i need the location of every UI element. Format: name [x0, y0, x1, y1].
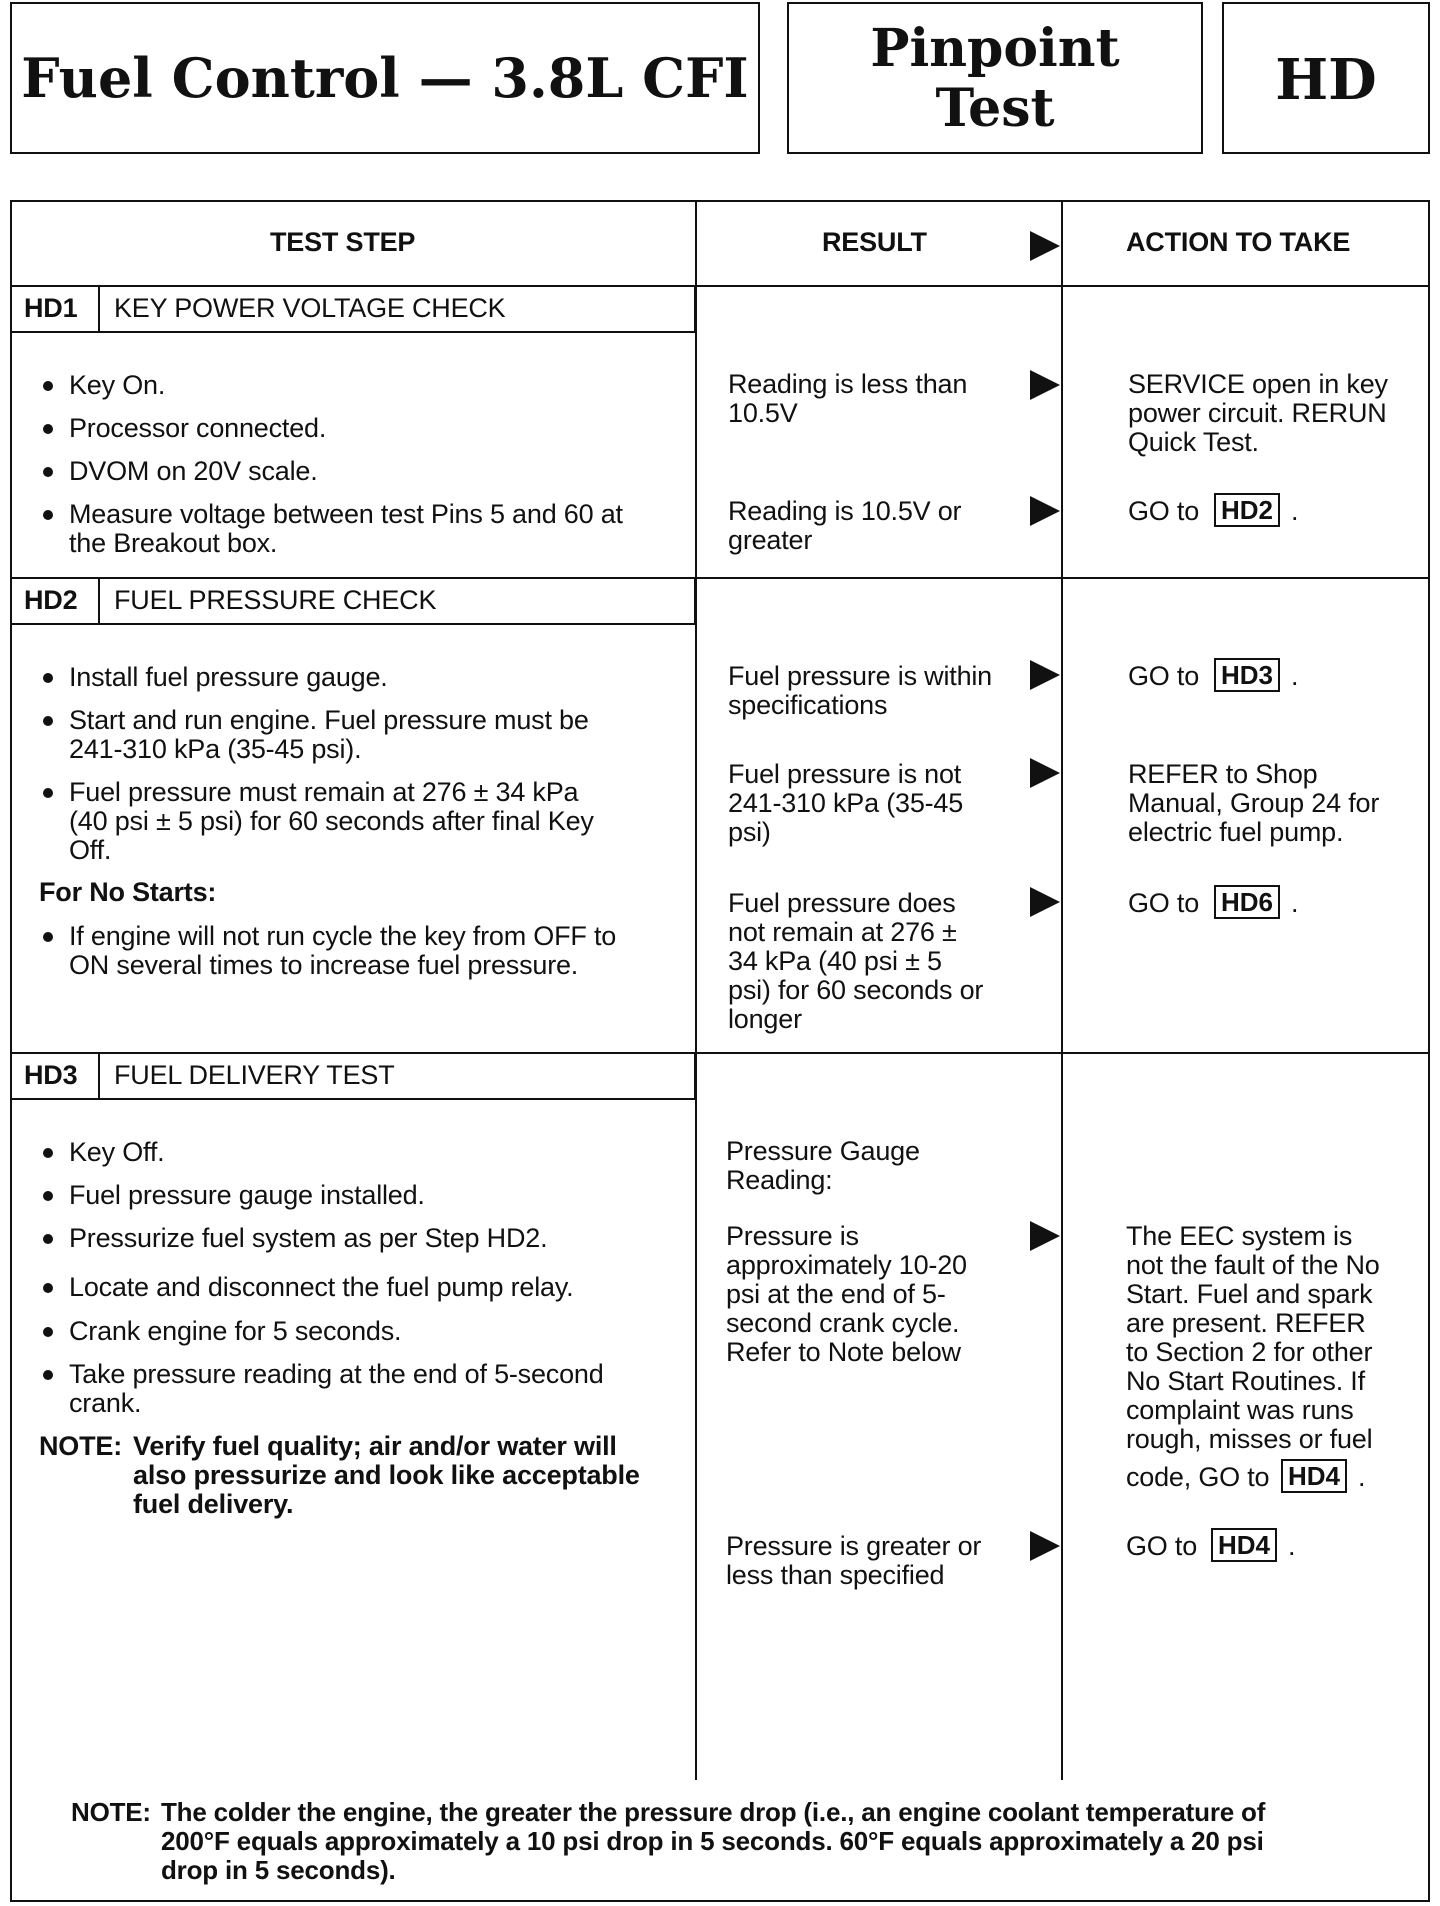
column-header-result: RESULT [822, 227, 927, 257]
hd3-action-2-period: . [1288, 1531, 1296, 1561]
hd3-action-1-l7: complaint was runs [1126, 1395, 1354, 1425]
hd3-bullet-pressurize: Pressurize fuel system as per Step HD2. [69, 1223, 548, 1253]
hd3-result-2-cont: less than specified [726, 1560, 945, 1590]
hd1-bullet-dvom: DVOM on 20V scale. [69, 456, 318, 486]
arrow-icon [1030, 1531, 1060, 1561]
step-title-hd1: KEY POWER VOLTAGE CHECK [114, 293, 506, 323]
pinpoint-label: Pinpoint [870, 18, 1120, 79]
hd3-action-1-l8: rough, misses or fuel [1126, 1424, 1373, 1454]
hd2-result-2-l2: 241-310 kPa (35-45 [728, 788, 964, 818]
hd1-result-1-cont: 10.5V [728, 398, 798, 428]
hd3-action-1-l2: not the fault of the No [1126, 1250, 1380, 1280]
arrow-icon [1030, 660, 1060, 690]
hd2-action-3-goto: GO to [1128, 888, 1200, 918]
hd3-result-1-l5: Refer to Note below [726, 1337, 961, 1367]
hd2-result-3: Fuel pressure does [728, 888, 956, 918]
column-divider-action [1061, 200, 1063, 1780]
hd3-result-1-l4: second crank cycle. [726, 1308, 960, 1338]
hd2-result-1: Fuel pressure is within [728, 661, 993, 691]
arrow-icon [1030, 370, 1060, 400]
bullet-icon [43, 381, 53, 391]
hd2-result-2-l3: psi) [728, 817, 771, 847]
hd1-result-2-cont: greater [728, 525, 813, 555]
hd2-action-1-goto: GO to [1128, 661, 1200, 691]
test-label: Test [935, 78, 1055, 139]
hd2-action-1-period: . [1291, 661, 1299, 691]
hd3-ref-hd4-a[interactable]: HD4 [1281, 1459, 1347, 1493]
hd2-action-2-l3: electric fuel pump. [1128, 817, 1344, 847]
footer-note-line-2: 200°F equals approximately a 10 psi drop in 5 seconds. 60°F equals approximately a 20 psi [161, 1826, 1264, 1856]
hd3-action-1-period: . [1358, 1462, 1366, 1492]
hd3-note-line-1: Verify fuel quality; air and/or water will [133, 1431, 617, 1461]
bullet-icon [43, 424, 53, 434]
hd3-result-2: Pressure is greater or [726, 1531, 982, 1561]
hd3-bullet-relay: Locate and disconnect the fuel pump relay. [69, 1272, 574, 1302]
hd2-bullet-remain: Fuel pressure must remain at 276 ± 34 kPa [69, 777, 579, 807]
hd2-bullet-start-cont: 241-310 kPa (35-45 psi). [69, 734, 362, 764]
hd2-bullet-install: Install fuel pressure gauge. [69, 662, 388, 692]
hd3-bullet-reading: Take pressure reading at the end of 5-second [69, 1359, 604, 1389]
bullet-icon [43, 1283, 53, 1293]
hd3-bullet-gauge: Fuel pressure gauge installed. [69, 1180, 425, 1210]
hd2-no-starts-label: For No Starts: [39, 877, 217, 907]
hd2-bullet-remain-l2: (40 psi ± 5 psi) for 60 seconds after final Key [69, 806, 594, 836]
bullet-icon [43, 673, 53, 683]
hd3-bullet-crank: Crank engine for 5 seconds. [69, 1316, 402, 1346]
hd1-bullet-key-on: Key On. [69, 370, 166, 400]
hd1-bullet-processor: Processor connected. [69, 413, 327, 443]
title-box [10, 2, 760, 154]
arrow-icon [1030, 1221, 1060, 1251]
hd3-ref-hd4-b[interactable]: HD4 [1211, 1528, 1277, 1562]
hd3-note-line-2: also pressurize and look like acceptable [133, 1460, 640, 1490]
step-id-hd3: HD3 [24, 1060, 78, 1090]
pinpoint-test-box [787, 2, 1203, 154]
hd1-action-2-period: . [1291, 496, 1299, 526]
bullet-icon [43, 716, 53, 726]
hd1-action-1-l3: Quick Test. [1128, 427, 1259, 457]
hd1-action-1: SERVICE open in key [1128, 369, 1388, 399]
hd1-result-1: Reading is less than [728, 369, 968, 399]
hd2-result-3-l4: psi) for 60 seconds or [728, 975, 984, 1005]
step-id-hd2: HD2 [24, 585, 78, 615]
page-title: Fuel Control — 3.8L CFI [21, 46, 749, 110]
hd2-action-2: REFER to Shop [1128, 759, 1318, 789]
hd1-action-2-goto: GO to [1128, 496, 1200, 526]
hd1-result-2: Reading is 10.5V or [728, 496, 962, 526]
column-divider-result [695, 200, 697, 1780]
step-title-hd3: FUEL DELIVERY TEST [114, 1060, 395, 1090]
hd1-ref-hd2[interactable]: HD2 [1214, 493, 1280, 527]
footer-note-line-3: drop in 5 seconds). [161, 1855, 396, 1885]
hd3-action-1-l4: are present. REFER [1126, 1308, 1366, 1338]
bullet-icon [43, 1327, 53, 1337]
hd2-result-3-l3: 34 kPa (40 psi ± 5 [728, 946, 942, 976]
bullet-icon [43, 467, 53, 477]
hd3-result-1-l2: approximately 10-20 [726, 1250, 967, 1280]
step-title-hd2: FUEL PRESSURE CHECK [114, 585, 437, 615]
bullet-icon [43, 932, 53, 942]
hd2-bullet-start: Start and run engine. Fuel pressure must be [69, 705, 589, 735]
hd2-result-2: Fuel pressure is not [728, 759, 962, 789]
hd3-bullet-reading-cont: crank. [69, 1388, 142, 1418]
hd2-result-1-cont: specifications [728, 690, 888, 720]
arrow-icon [1030, 887, 1060, 917]
hd2-action-3-period: . [1291, 888, 1299, 918]
test-code: HD [1275, 47, 1377, 113]
hd2-no-starts-bullet-cont: ON several times to increase fuel pressure. [69, 950, 579, 980]
hd3-result-heading-cont: Reading: [726, 1165, 833, 1195]
hd3-action-1-l6: No Start Routines. If [1126, 1366, 1365, 1396]
hd3-action-1-l3: Start. Fuel and spark [1126, 1279, 1373, 1309]
hd3-bullet-key-off: Key Off. [69, 1137, 165, 1167]
hd3-action-1-l5: to Section 2 for other [1126, 1337, 1373, 1367]
hd2-ref-hd6[interactable]: HD6 [1214, 885, 1280, 919]
footer-note-line-1: The colder the engine, the greater the pressure drop (i.e., an engine coolant temperature of [161, 1797, 1266, 1827]
arrow-icon [1030, 231, 1060, 261]
bullet-icon [43, 1234, 53, 1244]
hd3-result-heading: Pressure Gauge [726, 1136, 920, 1166]
hd3-action-1: The EEC system is [1126, 1221, 1353, 1251]
arrow-icon [1030, 496, 1060, 526]
hd2-result-3-l2: not remain at 276 ± [728, 917, 957, 947]
arrow-icon [1030, 758, 1060, 788]
hd3-note-line-3: fuel delivery. [133, 1489, 294, 1519]
code-box [1222, 2, 1430, 154]
hd1-bullet-measure: Measure voltage between test Pins 5 and 60 at [69, 499, 623, 529]
hd3-result-1: Pressure is [726, 1221, 859, 1251]
hd3-action-1-goto: code, GO to [1126, 1462, 1270, 1492]
footer-note-label: NOTE: [71, 1797, 151, 1827]
column-header-test-step: TEST STEP [270, 227, 416, 257]
hd1-bullet-measure-cont: the Breakout box. [69, 528, 278, 558]
hd2-ref-hd3[interactable]: HD3 [1214, 658, 1280, 692]
hd3-result-1-l3: psi at the end of 5- [726, 1279, 946, 1309]
bullet-icon [43, 1191, 53, 1201]
bullet-icon [43, 1148, 53, 1158]
bullet-icon [43, 788, 53, 798]
hd2-result-3-l5: longer [728, 1004, 802, 1034]
column-header-action: ACTION TO TAKE [1126, 227, 1351, 257]
step-id-hd1: HD1 [24, 293, 78, 323]
bullet-icon [43, 510, 53, 520]
hd3-note-label: NOTE: [39, 1431, 122, 1461]
bullet-icon [43, 1370, 53, 1380]
hd2-bullet-remain-l3: Off. [69, 835, 112, 865]
hd1-action-1-l2: power circuit. RERUN [1128, 398, 1387, 428]
hd3-action-2-goto: GO to [1126, 1531, 1198, 1561]
hd2-no-starts-bullet: If engine will not run cycle the key from OFF to [69, 921, 617, 951]
hd2-action-2-l2: Manual, Group 24 for [1128, 788, 1380, 818]
